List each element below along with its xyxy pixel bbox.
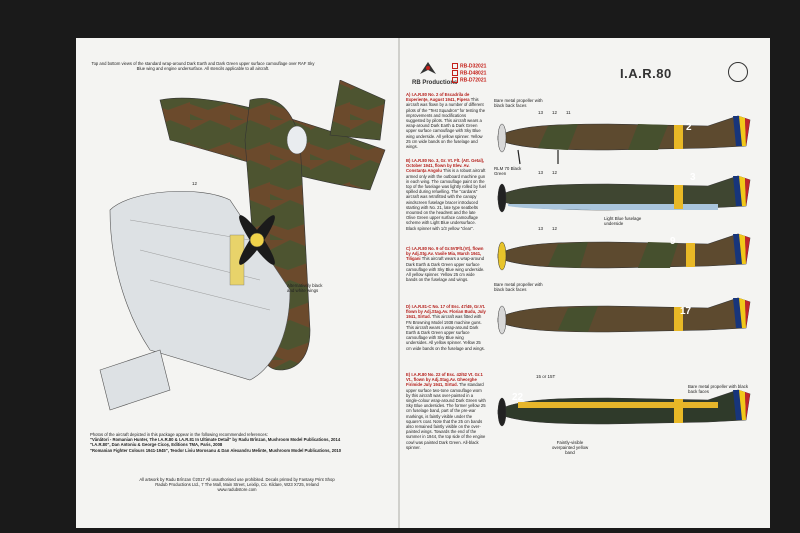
callout-rlm70: RLM 70 Black Green	[494, 166, 522, 177]
stencil-11: 11	[566, 110, 571, 115]
intro-note: Top and bottom views of the standard wrap-around Dark Earth and Dark Green upper surface camouflage over RAF Sky Blue wing and engine undersurface. All stencils applicable to all aircraft.	[91, 61, 315, 72]
side-profile-d	[488, 288, 758, 348]
stencil-15: 15 or 15T	[536, 374, 556, 379]
callout-light-blue: Light Blue fuselage underside	[604, 216, 642, 227]
side-profile-c	[488, 224, 758, 284]
photo-note-line: "I.A.R.80", Dan Antoniu & George Cicoș, Editions TMA, Paris, 2008	[90, 442, 223, 448]
callout-propeller: Bare metal propeller with black back faces	[494, 98, 543, 109]
description-body: The standard upper surface two-tone camouflage worn by this aircraft was over-painted in a single-colour wrap-around Dark Green with Sky Blue undersides. The former yellow 25 cm fuselage band, part of the pre-war markings, is faintly visible under the square's coat. Note that the 25 cm bands also remained faintly visible on the over-painted wings. Towards the end of the summer in 1944, the top side of the engine cowl was painted Dark Green. All-black spinner.	[406, 382, 486, 450]
description-d	[406, 304, 486, 351]
page-spine	[398, 38, 400, 528]
plane-number: 3	[690, 172, 696, 183]
description-head: A) I.A.R.80 No. 2 of Escadrila de Experienţe, August 1941, Pipera	[406, 92, 470, 103]
roundel-icon	[728, 62, 748, 82]
product-codes	[452, 63, 486, 84]
propeller-icon	[222, 205, 292, 275]
marker-12: 12	[192, 181, 198, 186]
callout-propeller-d: Bare metal propeller with black back faces	[494, 282, 543, 293]
credits-line: All artwork by Radu Brînzan ©2017 All unauthorised use prohibited. Decals printed by Fantasy Print Shop	[139, 477, 335, 482]
stencil-12: 12	[552, 226, 558, 231]
photo-note-line: Photos of the aircraft depicted in this package appear in the following recommended references:	[90, 432, 268, 437]
side-profile-a	[488, 106, 758, 166]
credits	[92, 477, 382, 493]
stencil-13: 13	[538, 110, 544, 115]
stencil-12: 12	[552, 170, 558, 175]
photo-note-line: "Romanian Fighter Colours 1941-1945", Teodor Liviu Morosanu & Dan Alexandru Melinte, Mushroom Model Publications, 2010	[90, 447, 342, 453]
description-head: D) I.A.R.81-C No. 17 of Esc. 47/49, Gr.Vt. flown by Adj.Stag.Av. Florian Budu, July 1941, Sîrtud.	[406, 304, 486, 320]
description-body: This is a robust aircraft armed only with the outboard machine gun in each wing. The camouflage paint on the top of the fuselage was lightly rolled by fuel spilled during refuelling. The "cardans" aircraft was retrofitted with the canopy windscreen fuselage bracer introduced starting with No. 21, late type seatbelts mounted on the headrest and the late Olive Green upper surface camouflage scheme with Light Blue undersurface. Black spinner with 1/3 yellow "clear".	[406, 168, 486, 231]
rb-logo-icon	[418, 60, 438, 76]
stencil-13: 13	[538, 170, 544, 175]
description-b	[406, 158, 486, 231]
photo-references	[90, 432, 380, 453]
description-body: This aircraft was fitted with FN Browning Model 1938 machine guns. This aircraft wears a wrap-around Dark Earth & Dark Green upper surface camouflage with Sky Blue wing undersides. All yellow spinner. Yellow 25 cm wide bands on the fuselage and wings.	[406, 314, 485, 351]
stencil-13: 13	[538, 226, 544, 231]
page-title: I.A.R.80	[620, 66, 672, 81]
credits-line: Radub Productions Ltd., 7 The Mall, Main Street, Leixlip, Co. Kildare, W23 X725, Ireland	[155, 482, 319, 488]
description-head: B) I.A.R.80 No. 3, Gr. Vt. Flt. (Att. Getal), October 1941, flown by Elev. Av. Constanța Angolu	[406, 158, 485, 174]
callout-black-wings: Alternatively black and white wings	[287, 283, 323, 294]
description-head: C) I.A.R.80 No. 9 of Gr.5VtFlt.(Vt), flown by Adj.Stg.Av. Vasile Mia, March 1941, Tiligani	[406, 246, 484, 262]
description-e	[406, 372, 486, 450]
plane-number: 2	[686, 122, 692, 133]
description-body: This aircraft wears a wrap-around Dark Earth & Dark Green upper surface camouflage with Sky Blue wing underside. All yellow spinner. Yellow 25 cm wide bands on the fuselage and wings.	[406, 256, 485, 283]
brand-name: RB Productions	[412, 80, 458, 86]
credits-line: www.radubstore.com	[217, 487, 257, 493]
description-body: This aircraft was flown by a number of different pilots of the "Test Squadron" for testing the improvements and modifications suggested by pilots. This aircraft wears a wrap-around Dark Earth & Dark Green upper surface camouflage with Sky Blue wing underside. All yellow spinner. Yellow 25 cm wide bands on the fuselage and wings.	[406, 97, 486, 150]
product-code: RB-D48021	[452, 70, 486, 77]
product-code: RB-D72021	[452, 77, 486, 84]
product-code: RB-D32021	[452, 63, 486, 70]
callout-propeller-e: Bare metal propeller with black back faces	[688, 384, 749, 395]
stencil-12: 12	[552, 110, 558, 115]
callout-faintly-visible: Faintly-visible overpainted yellow band	[551, 440, 589, 456]
plane-number: 17	[680, 306, 692, 317]
photo-note-line: "Vânători - Romanian Hunter, The I.A.R.80 & I.A.R.81 In Ultimate Detail" by Radu Brînzan, Mushroom Model Publications, 2014	[90, 437, 341, 443]
description-c	[406, 246, 486, 282]
description-a	[406, 92, 486, 149]
plane-number: 9	[670, 236, 676, 247]
plane-number: 22	[512, 392, 524, 403]
description-head: E) I.A.R.80 No. 22 of Esc. 42/52 Vt. Gr.1 Vt., flown by Adj.Stag.Av. Gheorghe Firimide July 1941, Sîrtud.	[406, 372, 483, 388]
